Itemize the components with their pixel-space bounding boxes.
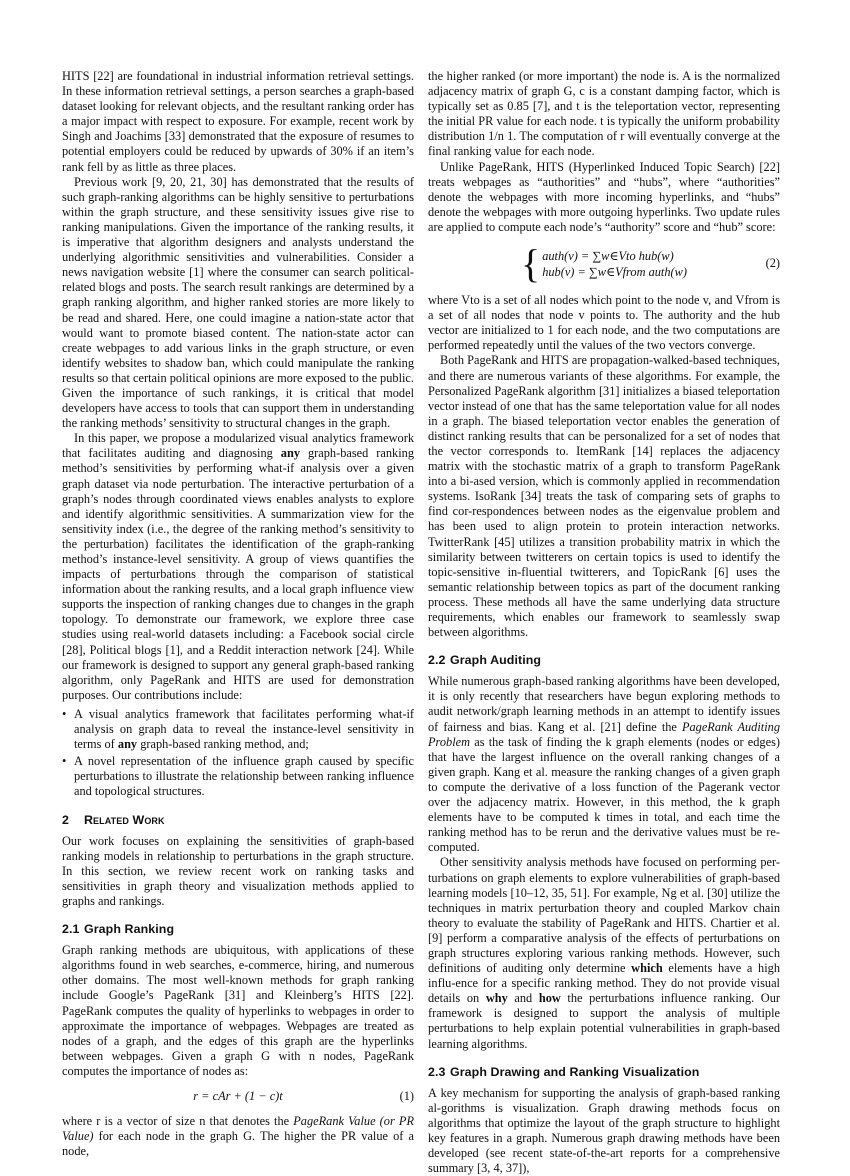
intro-paragraph-2: Previous work [9, 20, 21, 30] has demonstrated that the results of such graph-ranking algorithms can be highly sensitive to perturbations within the graph structure, and these sensitivity issues give rise to ranking manipulations. Given the importance of the ranking results, it is imperative that algorithm designers and analysts understand the underlying algorithmic sensitivities and vulnerabilities. Consider a news navigation website [1] where the consumer can search political-related blogs and posts. The search result rankings are determined by a graph ranking algorithm, and higher ranked stories are more likely to be read and shared. Here, one could imagine a nation-state actor that would want to promote biased content. The nation-state actor can create webpages to add various links in the graph structure, or even identify websites to shadow ban, which could manipulate the ranking results so that certain political opinions are more exposed to the public. Given the importance of such rankings, it is critical that model developers have access to tools that can support them in understanding the ranking methods’ sensitivity to structural changes in the graph. bbox=[62, 174, 414, 431]
equation-number: (1) bbox=[399, 1089, 414, 1103]
hits-paragraph: Unlike PageRank, HITS (Hyperlinked Induced Topic Search) [22] treats webpages as “authorities” and “hubs”, where “authorities” denote the webpages with more incoming hyperlinks, and “hubs” denote the webpages with more outgoing hyperlinks. Two update rules are applied to compute each node’s “authority” score and “hub” score: bbox=[428, 159, 780, 234]
equation-2 bbox=[428, 241, 780, 287]
related-work-paragraph: Our work focuses on explaining the sensitivities of graph-based ranking models in relationship to perturbations in the graph structure. In this section, we review recent work on ranking tasks and sensitivities in graph theory and visualization methods applied to graphs and rankings. bbox=[62, 833, 414, 908]
pagerank-explanation: the higher ranked (or more important) the node is. A is the normalized adjacency matrix of graph G, c is a constant damping factor, which is typically set as 0.85 [7], and t is the teleportation vector, representing the initial PR value for each node. t is typically the uniform probability distribution 1/n 1. The computation of r will eventually converge at the final ranking value for each node. bbox=[428, 69, 780, 159]
equation-number: (2) bbox=[765, 256, 780, 271]
hits-explanation: where Vto is a set of all nodes which point to the node v, and Vfrom is a set of all nodes that node v points to. The authority and the hub vector are initialized to 1 for each node, and the two computations are performed repeatedly until the values of the two vectors converge. bbox=[428, 293, 780, 353]
graph-auditing-paragraph-2: Other sensitivity analysis methods have focused on performing per-turbations on graph elements to explore vulnerabilities of graph-based learning models [10–12, 35, 51]. For example, Ng et al. [30] utilize the techniques in matrix perturbation theory and coupled Markov chain theory to evaluate the stability of PageRank and HITS. Chartier et al. [9] perform a comparative analysis of the effects of perturbations on graph structures exploring various ranking methods. However, such definitions of auditing only determine which elements have a high influ-ence for a specific ranking method. They do not provide visual details on why and how the perturbations influence ranking. Our framework is designed to support the analysis of multiple perturbations to help explain potential vulnerabilities in graph-based learning algorithms. bbox=[428, 855, 780, 1051]
auth-equation: auth(v) = ∑w∈Vto hub(w) bbox=[542, 249, 674, 264]
intro-paragraph-1: HITS [22] are foundational in industrial information retrieval settings. In these information retrieval settings, a person searches a graph-based dataset looking for relevant objects, and the resultant ranking order has a major impact with respect to exposure. For example, recent work by Singh and Joachims [33] demonstrated that the exposure of resumes to potential employers could be reduced by upwards of 30% if an item’s rank fell by as little as three places. bbox=[62, 69, 414, 174]
left-brace: { bbox=[521, 241, 541, 287]
graph-ranking-paragraph-cont: where r is a vector of size n that denotes the PageRank Value (or PR Value) for each node in the graph G. The higher the PR value of a node, bbox=[62, 1114, 414, 1159]
section-heading-graph-drawing: 2.3 Graph Drawing and Ranking Visualization bbox=[428, 1064, 700, 1079]
section-heading-graph-auditing: 2.2 Graph Auditing bbox=[428, 653, 542, 668]
right-column bbox=[428, 69, 780, 1176]
graph-drawing-paragraph: A key mechanism for supporting the analysis of graph-based ranking al-gorithms is visualization. Graph drawing methods focus on algorithms that optimize the layout of the graph structure to highlight key features in a graph. Numerous graph drawing methods have been developed (see recent state-of-the-art reports for a comprehensive summary [3, 4, 37]), bbox=[428, 1085, 780, 1176]
intro-paragraph-3: In this paper, we propose a modularized visual analytics framework that facilitates auditing and diagnosing any graph-based ranking method’s sensitivities by performing what-if analysis over a given graph dataset via node perturbation. The interactive perturbation of a graph’s nodes through coordinated views enables analysts to explore and identify algorithmic sensitivities. A summarization view for the sensitivity index (i.e., the degree of the ranking method’s sensitivity to the perturbation) facilitates the identification of the graph-ranking method’s instance-level sensitivity. A group of views quantifies the impacts of perturbations through the comparison of statistical information about the ranking results, and a local graph influence view supports the inspection of ranking changes due to changes in the graph topology. To demonstrate our framework, we explore three case studies using real-world datasets including: a Facebook social circle [28], Political blogs [1], and a Reddit interaction network [24]. While our framework is designed to support any general graph-based ranking algorithm, only PageRank and HITS are used for demonstration purposes. Our contributions include: bbox=[62, 431, 414, 702]
graph-ranking-paragraph: Graph ranking methods are ubiquitous, with applications of these algorithms found in web searches, e-commerce, hiring, and numerous other domains. The most well-known methods for graph ranking include Google’s PageRank [31] and Kleinberg’s HITS [22]. PageRank computes the quality of hyperlinks to webpages in order to approximate the importance of webpages. Webpages are treated as nodes of a graph, and the edges of this graph are the hyperlinks between webpages. Given a graph G with n nodes, PageRank computes the importance of nodes as: bbox=[62, 943, 414, 1078]
section-heading-related-work: 2 Related Work bbox=[62, 812, 165, 827]
list-item: • A visual analytics framework that facilitates performing what-if analysis on graph data to reveal the instance-level sensitivity in terms of any graph-based ranking method, and; bbox=[74, 707, 414, 752]
list-item: • A novel representation of the influence graph caused by specific perturbations to illustrate the relationship between ranking influence and topological structures. bbox=[74, 754, 414, 799]
contributions-list bbox=[62, 707, 414, 800]
pagerank-equation: r = cAr + (1 − c)t bbox=[193, 1089, 283, 1103]
section-heading-graph-ranking: 2.1 Graph Ranking bbox=[62, 922, 175, 937]
left-column bbox=[62, 69, 414, 1159]
graph-auditing-paragraph-1: While numerous graph-based ranking algorithms have been developed, it is only recently that researchers have begun exploring methods to audit network/graph learning methods in an attempt to identify issues of fairness and bias. Kang et al. [21] define the PageRank Auditing Problem as the task of finding the k graph elements (nodes or edges) that have the largest influence on the overall ranking changes of a given graph. Kang et al. measure the ranking changes of a given graph to compute the derivative of a loss function of the Pagerank vector over the adjacency matrix. However, in this method, the k graph elements have to be computed k times in total, and each time the ranking method has to be rerun and the derivative values must be re-computed. bbox=[428, 674, 780, 855]
variants-paragraph: Both PageRank and HITS are propagation-walked-based techniques, and there are numerous variants of these algorithms. For example, the Personalized PageRank algorithm [31] initializes a biased teleportation vector instead of one that has the same teleportation value for all nodes in a graph. The biased teleportation vector enables the generation of distinct ranking results that can be personalized for a set of nodes that the vector corresponds to. ItemRank [14] replaces the adjacency matrix with the stochastic matrix of a graph to transform PageRank into a bi-ased version, which is commonly applied in recommendation systems. IsoRank [34] treats the task of comparing sets of graphs to find cor-respondences between nodes as the eigenvalue problem and has been used to align protein to protein interaction networks. TwitterRank [45] utilizes a transition probability matrix in which the similarity between twitterers on certain topics is used to identify the topic-sensitive in-fluential twitterers, and TopicRank [6] uses the semantic relationship between topics as part of the document ranking process. These methods all have the same underlying data structure requirements, which enables our framework to seamlessly swap between algorithms. bbox=[428, 353, 780, 640]
hub-equation: hub(v) = ∑w∈Vfrom auth(w) bbox=[542, 265, 687, 280]
equation-1 bbox=[62, 1089, 414, 1104]
